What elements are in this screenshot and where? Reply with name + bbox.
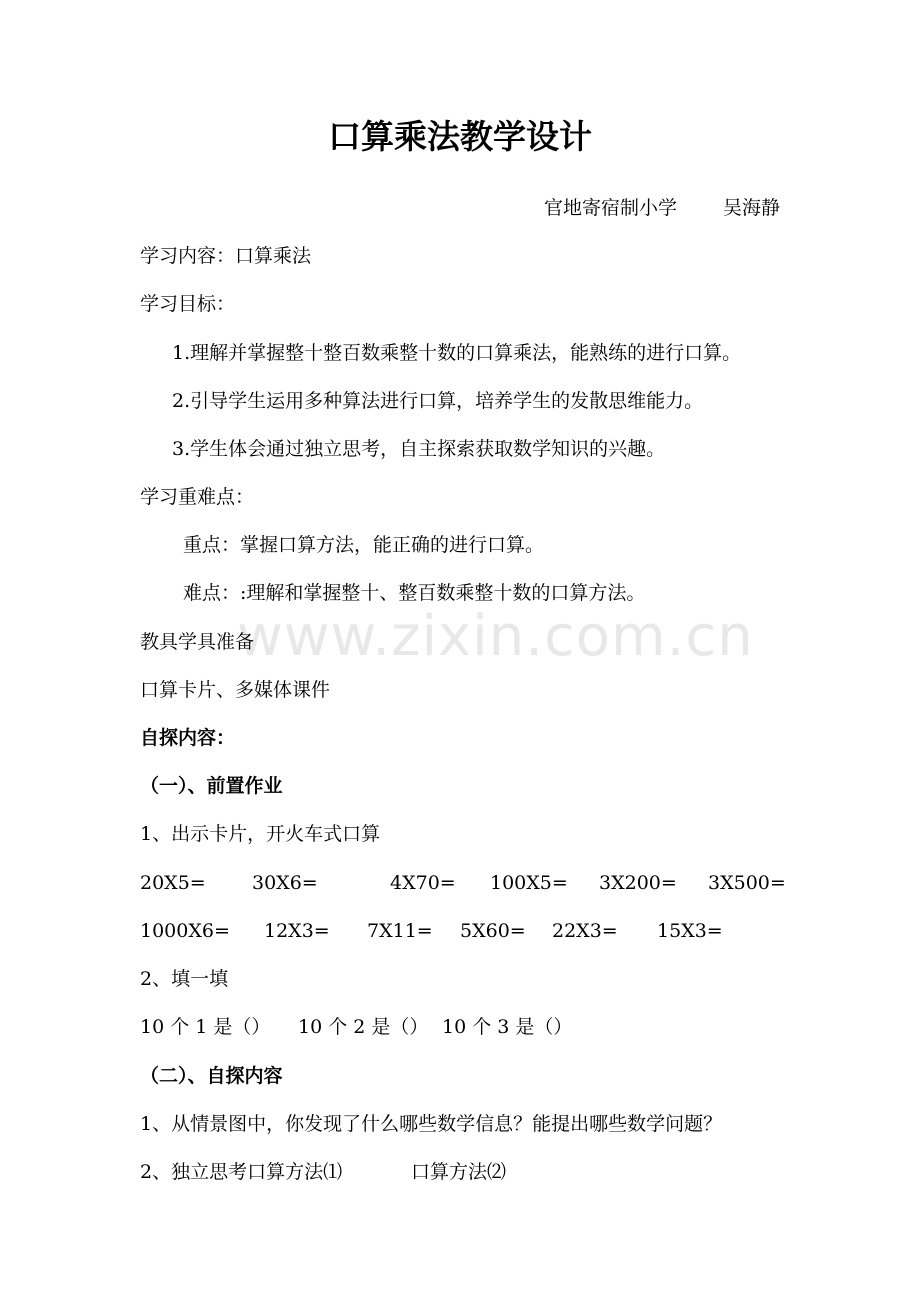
calc-expression: 3X200= (599, 872, 677, 894)
item2-text: 2、填一填 (140, 968, 229, 990)
difficulty-heading: 学习重难点： (140, 486, 255, 508)
school-name: 官地寄宿制小学 (543, 197, 677, 219)
calc-expression: 100X5= (490, 872, 568, 894)
part2-heading: （二）、自探内容 (140, 1065, 283, 1087)
calc-expression: 3X500= (708, 872, 786, 894)
calc-expression: 22X3= (552, 920, 618, 942)
fill-item: 10 个 2 是（） (298, 1016, 429, 1038)
watermark: www.zixin.com.cn (237, 604, 754, 669)
tools-text: 口算卡片、多媒体课件 (140, 679, 331, 701)
explore-heading: 自探内容： (140, 727, 236, 749)
tools-heading: 教具学具准备 (140, 631, 255, 653)
question-2-part-a: 2、独立思考口算方法⑴ (140, 1161, 343, 1183)
calc-expression: 30X6= (252, 872, 318, 894)
document-title: 口算乘法教学设计 (328, 117, 592, 156)
goal-item: 2.引导学生运用多种算法进行口算，培养学生的发散思维能力。 (172, 390, 704, 412)
content-line: 学习内容：口算乘法 (140, 245, 312, 267)
hard-point: 难点：:理解和掌握整十、整百数乘整十数的口算方法。 (183, 582, 646, 604)
question-1: 1、从情景图中，你发现了什么哪些数学信息？能提出哪些数学问题？ (140, 1113, 723, 1135)
key-point: 重点：掌握口算方法，能正确的进行口算。 (183, 534, 545, 556)
calc-expression: 12X3= (264, 920, 330, 942)
author-line (544, 194, 780, 222)
calc-expression: 1000X6= (140, 920, 230, 942)
calc-expression: 15X3= (657, 920, 723, 942)
calc-expression: 4X70= (390, 872, 456, 894)
fill-item: 10 个 3 是（） (442, 1016, 573, 1038)
calc-expression: 5X60= (460, 920, 526, 942)
calc-expression: 7X11= (367, 920, 433, 942)
question-2-part-b: 口算方法⑵ (411, 1161, 507, 1183)
fill-item: 10 个 1 是（） (140, 1016, 271, 1038)
teacher-name: 吴海静 (722, 197, 780, 219)
goal-item: 3.学生体会通过独立思考，自主探索获取数学知识的兴趣。 (172, 438, 666, 460)
item1-text: 1、出示卡片，开火车式口算 (140, 823, 381, 845)
goals-heading: 学习目标： (140, 293, 236, 315)
goal-item: 1.理解并掌握整十整百数乘整十数的口算乘法，能熟练的进行口算。 (172, 342, 742, 364)
calc-expression: 20X5= (140, 872, 206, 894)
part1-heading: （一）、前置作业 (140, 775, 283, 797)
